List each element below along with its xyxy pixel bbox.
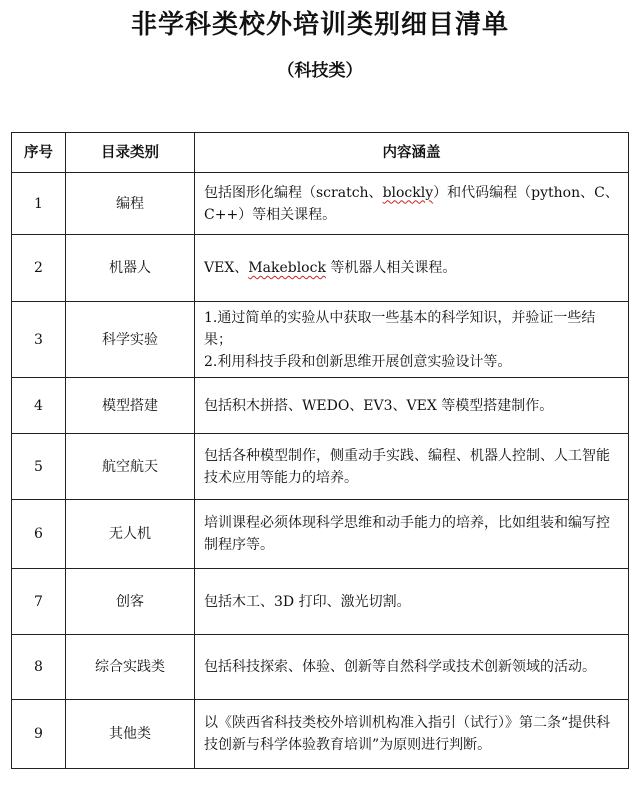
row-number: 4 xyxy=(12,378,66,434)
page-title: 非学科类校外培训类别细目清单 xyxy=(130,10,509,40)
spellcheck-underline: Makeblock xyxy=(248,260,326,276)
row-category: 科学实验 xyxy=(66,302,195,378)
row-content xyxy=(195,302,629,378)
row-content-text: 包括积木拼搭、WEDO、EV3、VEX 等模型搭建制作。 xyxy=(204,397,554,414)
row-category: 航空航天 xyxy=(66,434,195,500)
row-content-text: 以《陕西省科技类校外培训机构准入指引（试行）》第二条“提供科技创新与科学体验教育培训”为原则进行判断。 xyxy=(204,715,611,753)
table-row xyxy=(12,235,629,302)
table-row xyxy=(12,635,629,700)
row-category: 机器人 xyxy=(66,235,195,302)
row-content-text: VEX、Makeblock 等机器人相关课程。 xyxy=(204,260,457,276)
header-no: 序号 xyxy=(12,133,66,173)
header-category: 目录类别 xyxy=(66,133,195,173)
category-table xyxy=(11,132,629,769)
row-number: 5 xyxy=(12,434,66,500)
row-category: 综合实践类 xyxy=(66,635,195,700)
row-content-line: 1.通过简单的实验从中获取一些基本的科学知识，并验证一些结果； xyxy=(204,309,596,348)
header-content: 内容涵盖 xyxy=(195,133,629,173)
row-number: 7 xyxy=(12,569,66,635)
row-content-text: 培训课程必须体现科学思维和动手能力的培养，比如组装和编写控制程序等。 xyxy=(204,515,610,553)
row-category: 编程 xyxy=(66,173,195,235)
table-row xyxy=(12,569,629,635)
row-content-text: 包括木工、3D 打印、激光切割。 xyxy=(204,593,411,610)
table-header-row xyxy=(12,133,629,173)
table-row xyxy=(12,700,629,769)
table-row xyxy=(12,434,629,500)
row-content xyxy=(195,635,629,700)
row-number: 2 xyxy=(12,235,66,302)
table-row xyxy=(12,302,629,378)
row-content xyxy=(195,378,629,434)
row-number: 8 xyxy=(12,635,66,700)
table-row xyxy=(12,378,629,434)
row-content xyxy=(195,569,629,635)
page-subtitle: （科技类） xyxy=(277,61,363,81)
row-content-text: 包括科技探索、体验、创新等自然科学或技术创新领域的活动。 xyxy=(204,659,596,675)
row-content xyxy=(195,700,629,769)
row-number: 3 xyxy=(12,302,66,378)
row-number: 1 xyxy=(12,173,66,235)
row-content xyxy=(195,173,629,235)
row-content-line: 2.利用科技手段和创新思维开展创意实验设计等。 xyxy=(204,353,512,370)
row-category: 无人机 xyxy=(66,500,195,569)
row-category: 模型搭建 xyxy=(66,378,195,434)
row-content-text: 包括图形化编程（scratch、blockly）和代码编程（python、C、C++）等相关课程。 xyxy=(204,184,619,223)
row-content xyxy=(195,434,629,500)
table-row xyxy=(12,173,629,235)
row-category: 创客 xyxy=(66,569,195,635)
table-row xyxy=(12,500,629,569)
row-number: 9 xyxy=(12,700,66,769)
spellcheck-underline: blockly xyxy=(382,184,434,201)
row-content xyxy=(195,500,629,569)
row-content-text: 包括各种模型制作，侧重动手实践、编程、机器人控制、人工智能技术应用等能力的培养。 xyxy=(204,447,610,486)
row-category: 其他类 xyxy=(66,700,195,769)
row-number: 6 xyxy=(12,500,66,569)
row-content xyxy=(195,235,629,302)
